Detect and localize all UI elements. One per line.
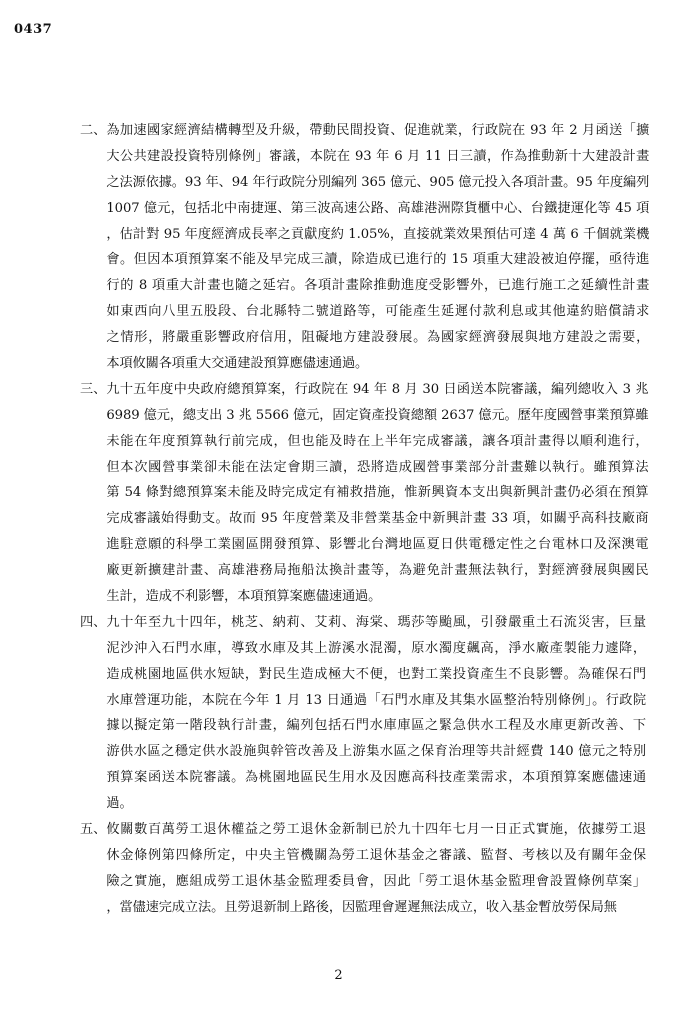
item-number: 四、 [80, 614, 107, 630]
paragraph-line: 大公共建設投資特別條例」審議，本院在 93 年 6 月 11 日三讀，作為推動新十大建設計畫 [106, 148, 650, 164]
paragraph-line: 生計，造成不利影響，本項預算案應儘速通過。 [106, 589, 382, 605]
paragraph-line: 休金條例第四條所定，中央主管機關為勞工退休基金之審議、監督、考核以及有關年金保 [106, 847, 646, 863]
paragraph-line: 完成審議始得動支。故而 95 年度營業及非營業基金中新興計畫 33 項，如關乎高科技廠商 [106, 511, 649, 527]
list-item [80, 610, 646, 817]
paragraph-line: 行的 8 項重大計畫也隨之延宕。各項計畫除推動進度受影響外，已進行施工之延續性計畫 [106, 278, 650, 294]
paragraph-line: 未能在年度預算執行前完成，但也能及時在上半年完成審議，讓各項計畫得以順利進行， [106, 433, 649, 449]
paragraph-line: 之情形，將嚴重影響政府信用，阻礙地方建設發展。為國家經濟發展與地方建設之需要， [106, 330, 650, 346]
paragraph-line: 據以擬定第一階段執行計畫，編列包括石門水庫庫區之緊急供水工程及水庫更新改善、下 [106, 718, 646, 734]
item-number: 五、 [80, 822, 107, 838]
page-number: 2 [334, 968, 343, 983]
paragraph-line: 但本次國營事業卻未能在法定會期三讀，恐將造成國營事業部分計畫難以執行。雖預算法 [106, 459, 649, 475]
paragraph-line: 本項攸關各項重大交通建設預算應儘速通過。 [106, 356, 369, 372]
paragraph-line: 廠更新擴建計畫、高雄港務局拖船汰換計畫等，為避免計畫無法執行，對經濟發展與國民 [106, 563, 649, 579]
paragraph-line: 1007 億元，包括北中南捷運、第三波高速公路、高雄港洲際貨櫃中心、台鐵捷運化等 45 項 [106, 200, 650, 216]
list-item [80, 377, 649, 610]
paragraph-line: 之法源依據。93 年、94 年行政院分別編列 365 億元、905 億元投入各項計畫。95 年度編列 [106, 174, 650, 190]
item-number: 二、 [80, 123, 107, 138]
paragraph-line: 如東西向八里五股段、台北縣特二號道路等，可能產生延遲付款利息或其他違約賠償請求 [106, 304, 650, 320]
document-body [80, 118, 650, 921]
paragraph-line: 造成桃園地區供水短缺，對民生造成極大不便，也對工業投資產生不良影響。為確保石門 [106, 666, 646, 682]
item-paragraph [106, 817, 646, 921]
paragraph-line: ，當儘速完成立法。且勞退新制上路後，因監理會遲遲無法成立，收入基金暫放勞保局無 [106, 899, 617, 915]
paragraph-line: 過。 [106, 796, 133, 812]
list-item [80, 817, 646, 921]
paragraph-line: 會。但因本項預算案不能及早完成三讀，除造成已進行的 15 項重大建設被迫停擺，亟待進 [106, 252, 650, 268]
paragraph-line: 險之實施，應組成勞工退休基金監理委員會，因此「勞工退休基金監理會設置條例草案」 [106, 873, 646, 889]
paragraph-line: 進駐意願的科學工業園區開發預算、影響北台灣地區夏日供電穩定性之台電林口及深澳電 [106, 537, 649, 553]
paragraph-line: 預算案函送本院審議。為桃園地區民生用水及因應高科技產業需求，本項預算案應儘速通 [106, 770, 646, 786]
item-paragraph [106, 377, 648, 610]
paragraph-line: 九十五年度中央政府總預算案，行政院在 94 年 8 月 30 日函送本院審議，編列總收入 3 兆 [106, 381, 649, 397]
item-paragraph [106, 118, 649, 377]
paragraph-line: 九十年至九十四年，桃芝、納莉、艾莉、海棠、瑪莎等颱風，引發嚴重土石流災害，巨量 [106, 614, 646, 630]
paragraph-line: 泥沙沖入石門水庫，導致水庫及其上游溪水混濁，原水濁度飆高，淨水廠產製能力遽降， [106, 640, 646, 656]
item-number: 三、 [80, 381, 107, 397]
item-paragraph [106, 610, 646, 817]
paragraph-line: 第 54 條對總預算案未能及時完成定有補救措施，惟新興資本支出與新興計畫仍必須在預算 [106, 485, 649, 501]
paragraph-line: 游供水區之穩定供水設施與幹管改善及上游集水區之保育治理等共計經費 140 億元之特別 [106, 744, 646, 760]
document-id: 0437 [14, 22, 53, 37]
paragraph-line: ，估計對 95 年度經濟成長率之貢獻度約 1.05%，直接就業效果預估可達 4 萬 6 千個就業機 [106, 226, 650, 242]
paragraph-line: 水庫營運功能，本院在今年 1 月 13 日通過「石門水庫及其集水區整治特別條例」。行政院 [106, 692, 646, 708]
paragraph-line: 6989 億元，總支出 3 兆 5566 億元，固定資產投資總額 2637 億元。歷年度國營事業預算雖 [106, 407, 649, 423]
paragraph-line: 為加速國家經濟結構轉型及升級，帶動民間投資、促進就業，行政院在 93 年 2 月函送「擴 [106, 123, 650, 138]
list-item [80, 118, 650, 377]
paragraph-line: 攸關數百萬勞工退休權益之勞工退休金新制已於九十四年七月一日正式實施，依據勞工退 [106, 822, 646, 838]
